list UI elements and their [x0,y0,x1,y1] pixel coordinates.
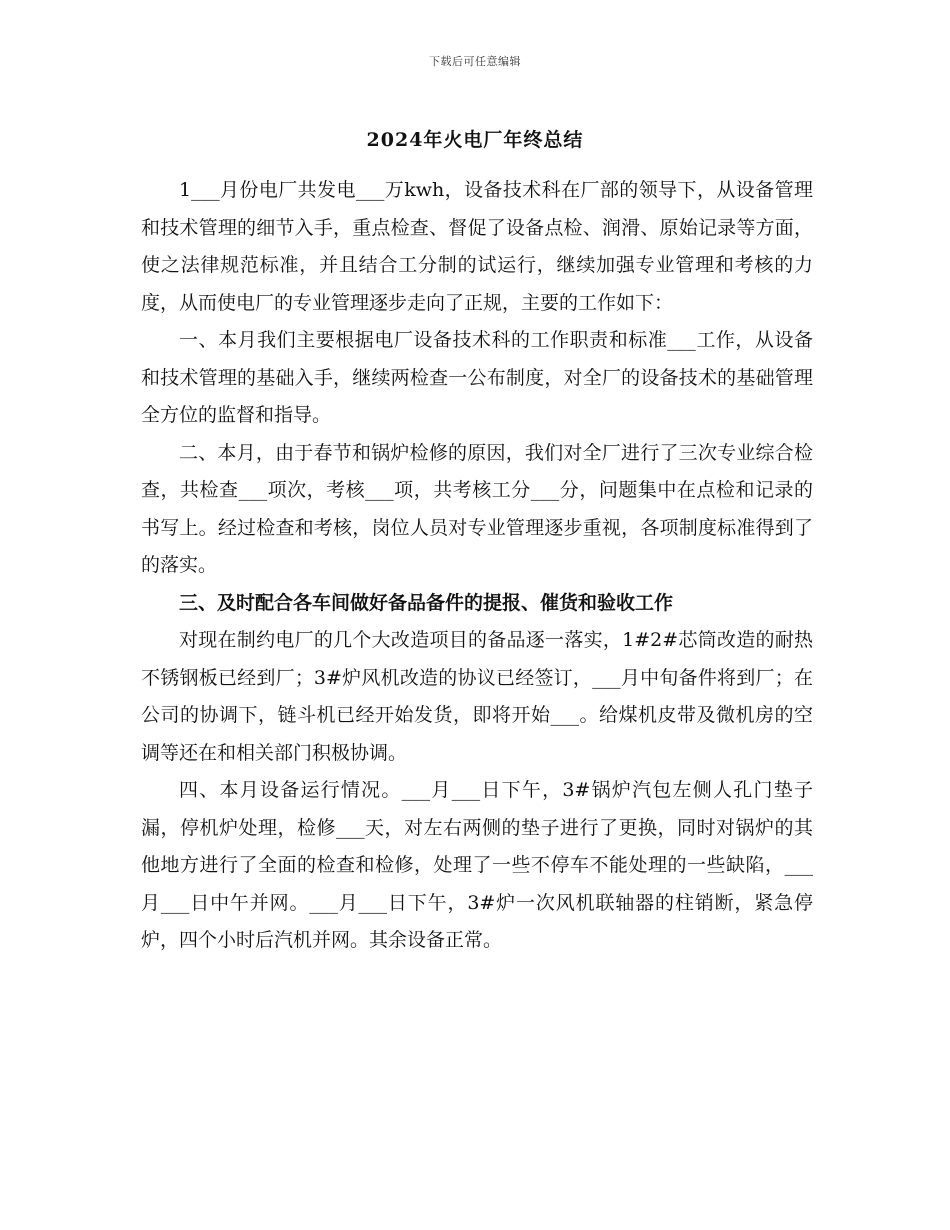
section-heading-3: 三、及时配合各车间做好备品备件的提报、催货和验收工作 [179,591,674,614]
paragraph-section-1: 一、本月我们主要根据电厂设备技术科的工作职责和标准___工作，从设备和技术管理的基础入手，继续两检查一公布制度，对全厂的设备技术的基础管理全方位的监督和指导。 [141,329,813,426]
paragraph-intro: 1___月份电厂共发电___万kwh，设备技术科在厂部的领导下，从设备管理和技术管理的细节入手，重点检查、督促了设备点检、润滑、原始记录等方面，使之法律规范标准，并且结合工分制的试运行，继续加强专业管理和考核的力度，从而使电厂的专业管理逐步走向了正规，主要的工作如下： [141,179,813,314]
page-header-note: 下载后可任意编辑 [429,55,521,68]
paragraph-section-4: 四、本月设备运行情况。___月___日下午，3#锅炉汽包左侧人孔门垫子漏，停机炉处理，检修___天，对左右两侧的垫子进行了更换，同时对锅炉的其他地方进行了全面的检查和检修，处理了一些不停车不能处理的一些缺陷，___月___日中午并网。___月___日下午，3#炉一次风机联轴器的柱销断，紧急停炉，四个小时后汽机并网。其余设备正常。 [141,779,813,951]
paragraph-section-3: 对现在制约电厂的几个大改造项目的备品逐一落实，1#2#芯筒改造的耐热不锈钢板已经到厂；3#炉风机改造的协议已经签订，___月中旬备件将到厂；在公司的协调下，链斗机已经开始发货，即将开始___。给煤机皮带及微机房的空调等还在和相关部门积极协调。 [141,629,813,764]
paragraph-section-2: 二、本月，由于春节和锅炉检修的原因，我们对全厂进行了三次专业综合检查，共检查___项次，考核___项，共考核工分___分，问题集中在点检和记录的书写上。经过检查和考核，岗位人员对专业管理逐步重视，各项制度标准得到了的落实。 [141,441,813,576]
document-title: 2024年火电厂年终总结 [366,129,584,151]
document-body [141,172,813,960]
